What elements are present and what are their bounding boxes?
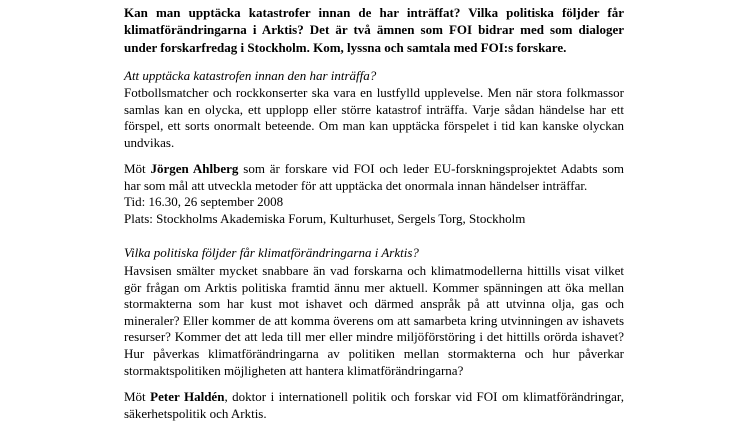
event-time: Tid: 16.30, 26 september 2008 (124, 194, 284, 209)
meet-suffix: , doktor i internationell politik och forskar vid FOI om klimatförändringar, säkerhetspolitik och Arktis. (124, 389, 624, 421)
event-place: Plats: Stockholms Akademiska Forum, Kulturhuset, Sergels Torg, Stockholm (124, 211, 526, 226)
section1-heading: Att upptäcka katastrofen innan den har inträffa? (124, 68, 377, 83)
person-name: Peter Haldén (150, 389, 225, 404)
section2-heading: Vilka politiska följder får klimatförändringarna i Arktis? (124, 245, 419, 260)
section1-body: Fotbollsmatcher och rockkonserter ska vara en lustfylld upplevelse. Men när stora folkmassor samlas kan en olycka, ett upplopp eller större katastrof inträffa. Varje sådan händelse har ett förspel, ett sorts onormalt beteende. Om man kan upptäcka förspelet i tid kan kanske olyckan undvikas. (124, 85, 624, 150)
meet-suffix: som är forskare vid FOI och leder EU-forskningsprojektet Adabts som har som mål att utveckla metoder för att upptäcka det onormala innan händelser inträffar. (124, 161, 625, 193)
person-name: Jörgen Ahlberg (150, 161, 239, 176)
intro-paragraph: Kan man upptäcka katastrofer innan de har inträffat? Vilka politiska följder får klimatförändringarna i Arktis? Det är två ämnen som FOI bidrar med som dialoger under forskarfredag i Stockholm. Kom, lyssna och samtala med FOI:s forskare. (124, 5, 624, 55)
section2-body: Havsisen smälter mycket snabbare än vad forskarna och klimatmodellerna hittills visat vilket gör frågan om Arktis politiska framtid ännu mer aktuell. Kommer spänningen att öka mellan stormakterna som har kust mot ishavet och därmed anspråk på att utvinna olja, gas och mineraler? Eller kommer de att komma överens om att samarbeta kring utvinningen av ishavets resurser? Kommer det att leda till mer eller mindre miljöförstöring i det hittills orörda ishavet? Hur påverkas klimatförändringarna av politiken mellan stormakterna och hur påverkar stormaktspolitiken möjligheten att hantera klimatförändringarna? (124, 263, 624, 378)
section1-meet (124, 161, 624, 194)
section2-meet (124, 389, 624, 422)
meet-prefix: Möt (124, 389, 151, 404)
meet-prefix: Möt (124, 161, 151, 176)
